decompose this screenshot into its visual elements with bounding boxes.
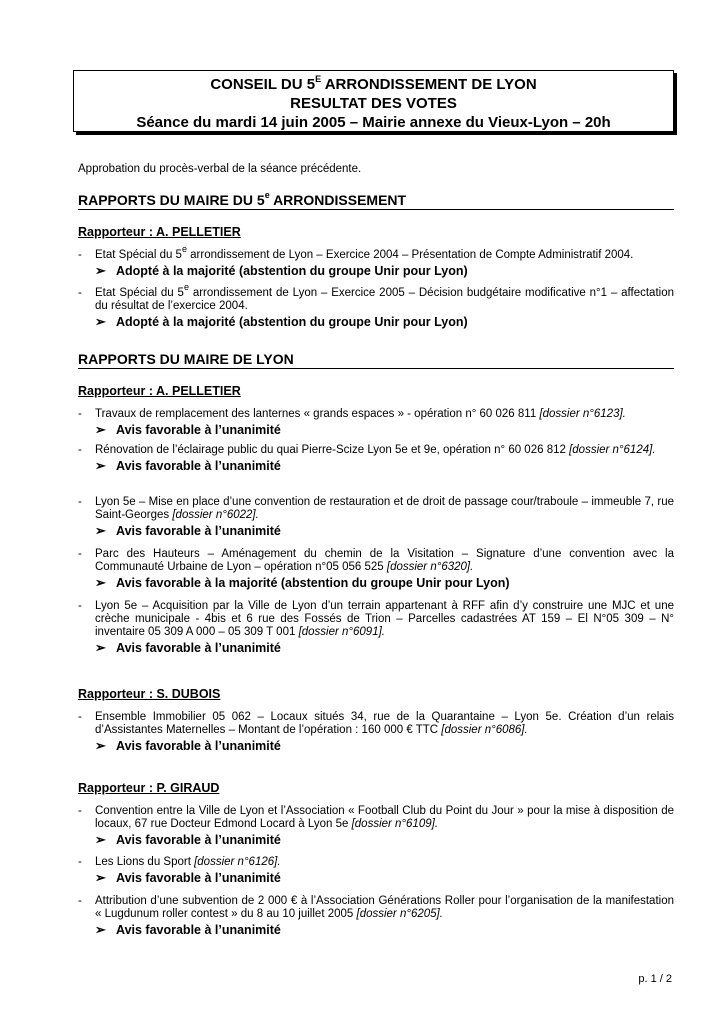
bullet-dash: - [78,600,82,612]
rapporteur-heading: Rapporteur : A. PELLETIER [78,225,241,239]
item-text: Lyon 5e – Acquisition par la Ville de Lyon d’un terrain appartenant à RFF afin d’y construire une MJC et une crèche municipale - 4bis et 6 rue des Fossés de Trion – Parcelles cadastrées AT 159 – El N°05 309 – N° inventaire 05 309 A 000 – 05 309 T 001 [dossier n°6091]. [95,600,674,638]
bullet-dash: - [78,711,82,723]
rapporteur-heading: Rapporteur : A. PELLETIER [78,384,241,398]
vote-result: ➢ Adopté à la majorité (abstention du groupe Unir pour Lyon) [95,263,468,278]
vote-result: ➢ Avis favorable à l’unanimité [95,922,281,937]
arrow-icon: ➢ [95,458,106,473]
header-subtitle: RESULTAT DES VOTES [290,95,457,112]
bullet-dash: - [78,496,82,508]
bullet-dash: - [78,249,82,261]
bullet-dash: - [78,856,82,868]
list-item [78,244,674,279]
section-title-lyon: RAPPORTS DU MAIRE DE LYON [78,351,674,369]
bullet-dash: - [78,444,82,456]
item-text: Travaux de remplacement des lanternes « grands espaces » - opération n° 60 026 811 [dossier n°6123]. [95,408,626,420]
vote-result: ➢ Avis favorable à l’unanimité [95,422,281,437]
vote-result: ➢ Avis favorable à l’unanimité [95,640,281,655]
arrow-icon: ➢ [95,738,106,753]
item-text: Rénovation de l’éclairage public du quai Pierre-Scize Lyon 5e et 9e, opération n° 60 026 812 [dossier n°6124]. [95,444,656,456]
arrow-icon: ➢ [95,832,106,847]
bullet-dash: - [78,805,82,817]
list-item [78,711,674,754]
vote-result: ➢ Avis favorable à la majorité (abstention du groupe Unir pour Lyon) [95,575,510,590]
list-item [78,600,674,656]
list-item [78,895,674,938]
bullet-dash: - [78,548,82,560]
arrow-icon: ➢ [95,523,106,538]
list-item [78,444,674,474]
header-box [73,70,674,132]
arrow-icon: ➢ [95,922,106,937]
arrow-icon: ➢ [95,575,106,590]
item-text: Les Lions du Sport [dossier n°6126]. [95,856,281,868]
bullet-dash: - [78,408,82,420]
bullet-dash: - [78,287,82,299]
item-text: Etat Spécial du 5e arrondissement de Lyon – Exercice 2004 – Présentation de Compte Administratif 2004. [95,244,634,261]
arrow-icon: ➢ [95,263,106,278]
page-number: p. 1 / 2 [638,973,672,985]
item-text: Lyon 5e – Mise en place d’une convention de restauration et de droit de passage cour/traboule – immeuble 7, rue Saint-Georges [dossier n°6022]. [95,496,674,521]
list-item [78,282,674,330]
item-text: Etat Spécial du 5e arrondissement de Lyon – Exercice 2005 – Décision budgétaire modificative n°1 – affectation du résultat de l’exercice 2004. [95,282,674,312]
vote-result: ➢ Adopté à la majorité (abstention du groupe Unir pour Lyon) [95,314,468,329]
item-text: Convention entre la Ville de Lyon et l’Association « Football Club du Point du Jour » pour la mise à disposition de locaux, 67 rue Docteur Edmond Locard à Lyon 5e [dossier n°6109]. [95,805,674,830]
vote-result: ➢ Avis favorable à l’unanimité [95,523,281,538]
rapporteur-heading: Rapporteur : S. DUBOIS [78,687,221,701]
rapporteur-heading: Rapporteur : P. GIRAUD [78,781,220,795]
list-item [78,496,674,539]
header-title: CONSEIL DU $5^E$ ARRONDISSEMENT DE LYON [210,74,537,93]
arrow-icon: ➢ [95,314,106,329]
vote-result: ➢ Avis favorable à l’unanimité [95,458,281,473]
arrow-icon: ➢ [95,640,106,655]
item-text: Parc des Hauteurs – Aménagement du chemin de la Visitation – Signature d’une convention avec la Communauté Urbaine de Lyon – opération n°05 056 525 [dossier n°6320]. [95,548,674,573]
item-text: Attribution d’une subvention de 2 000 € à l’Association Générations Roller pour l’organisation de la manifestation « Lugdunum roller contest » du 8 au 10 juillet 2005 [dossier n°6205]. [95,895,674,920]
list-item [78,856,674,886]
intro-text: Approbation du procès-verbal de la séance précédente. [78,163,362,175]
list-item [78,408,674,438]
vote-result: ➢ Avis favorable à l’unanimité [95,870,281,885]
vote-result: ➢ Avis favorable à l’unanimité [95,832,281,847]
vote-result: ➢ Avis favorable à l’unanimité [95,738,281,753]
bullet-dash: - [78,895,82,907]
list-item [78,805,674,848]
item-text: Ensemble Immobilier 05 062 – Locaux situés 34, rue de la Quarantaine – Lyon 5e. Création d’un relais d’Assistantes Maternelles – Montant de l’opération : 160 000 € TTC [dossier n°6086]. [95,711,674,736]
list-item [78,548,674,591]
arrow-icon: ➢ [95,870,106,885]
section-title-arrondissement: RAPPORTS DU MAIRE DU 5e ARRONDISSEMENT [78,192,674,210]
header-session: Séance du mardi 14 juin 2005 – Mairie annexe du Vieux-Lyon – 20h [136,114,611,131]
arrow-icon: ➢ [95,422,106,437]
